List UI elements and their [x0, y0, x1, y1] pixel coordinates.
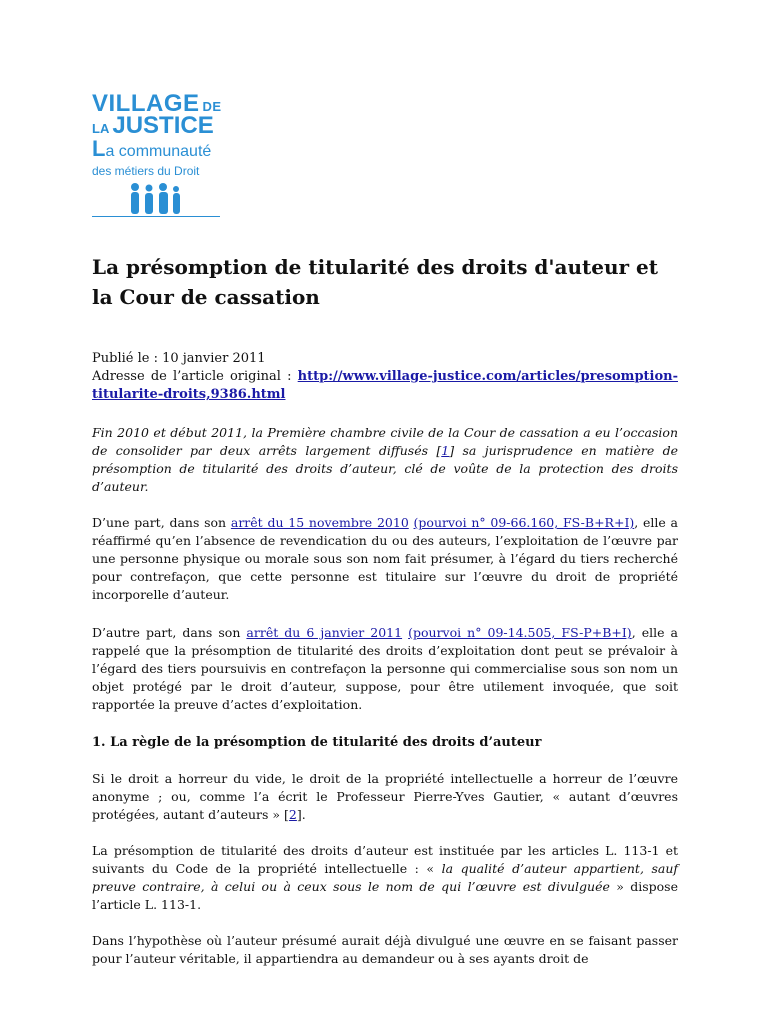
article-meta: [92, 350, 678, 404]
logo-line-3: La communauté: [92, 136, 212, 161]
published-date: 10 janvier 2011: [162, 351, 266, 366]
address-line: Adresse de l’article original : http://www.village-justice.com/articles/presomption-titularite-droits,9386.html: [92, 369, 678, 402]
pourvoi-2010-link[interactable]: (pourvoi n° 09-66.160, FS-B+R+I): [413, 515, 635, 530]
paragraph-presumed-author: Dans l’hypothèse où l’auteur présumé aurait déjà divulgué une œuvre en se faisant passer pour l’auteur véritable, il appartiendra au demandeur ou à ses ayants droit de: [92, 933, 678, 966]
section-heading-1: 1. La règle de la présomption de titularité des droits d’auteur: [92, 735, 542, 750]
logo-line-1: VILLAGE DE: [92, 90, 222, 117]
ruling-2010-link[interactable]: arrêt du 15 novembre 2010: [230, 515, 409, 530]
published-line: Publié le : 10 janvier 2011: [92, 351, 266, 366]
ruling-2011-link[interactable]: arrêt du 6 janvier 2011: [246, 625, 403, 640]
intro-paragraph: Fin 2010 et début 2011, la Première chambre civile de la Cour de cassation a eu l’occasion de consolider par deux arrêts largement diffusés [1] sa jurisprudence en matière de présomption de titularité des droits d’auteur, clé de voûte de la protection des droits d’auteur.: [92, 425, 678, 494]
logo-line-2: LA JUSTICE: [92, 112, 214, 139]
pourvoi-2011-link[interactable]: (pourvoi n° 09-14.505, FS-P+B+I): [408, 625, 632, 640]
article-title: La présomption de titularité des droits d'auteur et la Cour de cassation: [92, 255, 658, 309]
footnote-link-1[interactable]: 1: [441, 443, 450, 458]
paragraph-ruling-2010: D’une part, dans son arrêt du 15 novembre 2010 (pourvoi n° 09-66.160, FS-B+R+I), elle a réaffirmé qu’en l’absence de revendication du ou des auteurs, l’exploitation de l’œuvre par une personne physique ou morale sous son nom fait présumer, à l’égard du tiers recherché pour contrefaçon, que cette personne est titulaire sur l’œuvre du droit de propriété incorporelle d’auteur.: [92, 515, 679, 602]
paragraph-article-l113: La présomption de titularité des droits d’auteur est instituée par les articles L. 113-1 et suivants du Code de la propriété intellectuelle : « la qualité d’auteur appartient, sauf preuve contraire, à celui ou à ceux sous le nom de qui l’œuvre est divulguée » dispose l’article L. 113-1.: [92, 843, 679, 912]
article-quote: la qualité d’auteur appartient, sauf preuve contraire, à celui ou à ceux sous le nom de qui l’œuvre est divulguée: [92, 861, 679, 894]
logo-underline: [92, 216, 220, 217]
paragraph-ruling-2011: D’autre part, dans son arrêt du 6 janvier 2011 (pourvoi n° 09-14.505, FS-P+B+I), elle a rappelé que la présomption de titularité des droits d’exploitation dont peut se prévaloir à l’égard des tiers poursuivis en contrefaçon la personne qui commercialise sous son nom un objet protégé par le droit d’auteur, suppose, pour être utilement invoquée, que soit rapportée la preuve d’actes d’exploitation.: [92, 625, 678, 712]
paragraph-anonymous-work: Si le droit a horreur du vide, le droit de la propriété intellectuelle a horreur de l’œuvre anonyme ; ou, comme l’a écrit le Professeur Pierre-Yves Gautier, « autant d’œuvres protégées, autant d’auteurs » [2].: [92, 771, 678, 822]
village-justice-logo: [92, 92, 222, 222]
logo-line-4: des métiers du Droit: [92, 164, 200, 178]
footnote-link-2[interactable]: 2: [288, 807, 297, 822]
people-icon: [127, 182, 187, 216]
original-article-link[interactable]: http://www.village-justice.com/articles/presomption-titularite-droits,9386.html: [92, 369, 678, 402]
